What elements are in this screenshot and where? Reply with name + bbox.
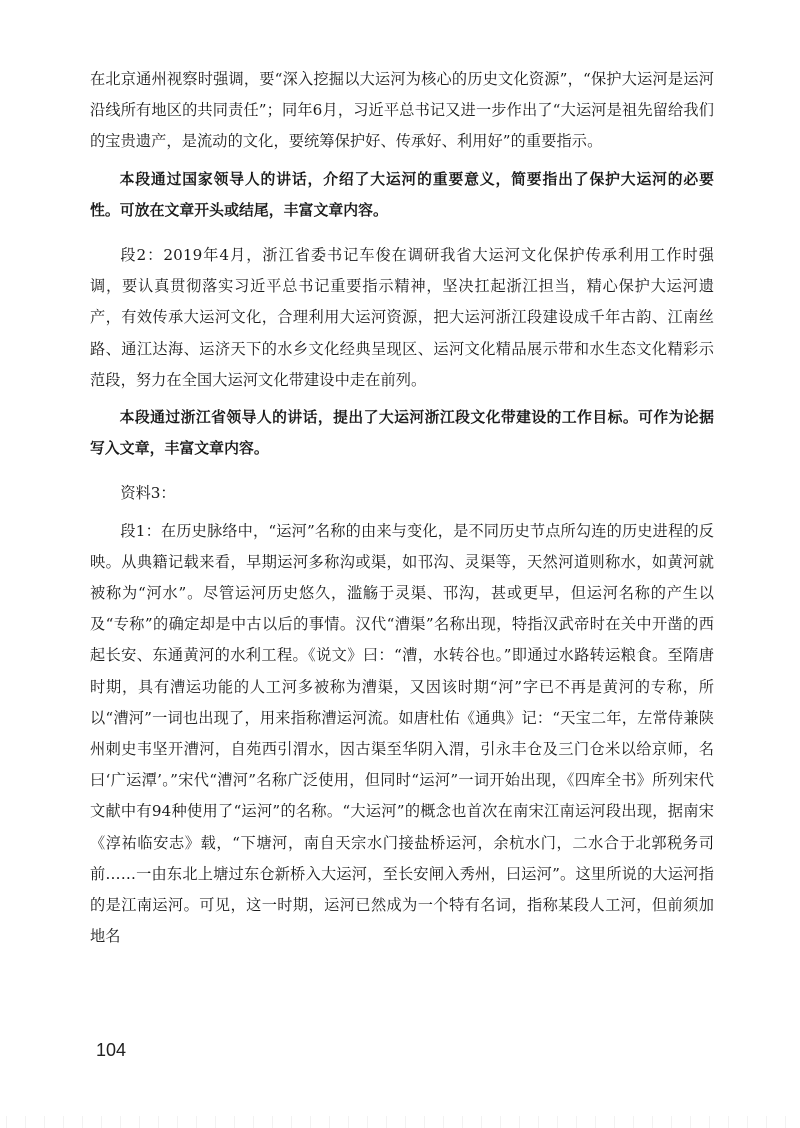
page-body — [90, 64, 714, 952]
commentary-provincial: 本段通过浙江省领导人的讲话，提出了大运河浙江段文化带建设的工作目标。可作为论据写入文章，丰富文章内容。 — [90, 409, 714, 458]
page-number: 104 — [96, 1040, 127, 1060]
paragraph-leaders-quote: 在北京通州视察时强调，要“深入挖掘以大运河为核心的历史文化资源”，“保护大运河是运河沿线所有地区的共同责任”；同年6月，习近平总书记又进一步作出了“大运河是祖先留给我们的宝贵遗产，是流动的文化，要统筹保护好、传承好、利用好”的重要指示。 — [90, 70, 714, 151]
scan-artifact — [0, 1116, 800, 1128]
paragraph-canal-history: 段1：在历史脉络中，“运河”名称的由来与变化，是不同历史节点所勾连的历史进程的反映。从典籍记载来看，早期运河多称沟或渠，如邗沟、灵渠等，天然河道则称水，如黄河就被称为“河水”。尽管运河历史悠久，滥觞于灵渠、邗沟，甚或更早，但运河名称的产生以及“专称”的确定却是中古以后的事情。汉代“漕渠”名称出现，特指汉武帝时在关中开凿的西起长安、东通黄河的水利工程。《说文》曰：“漕，水转谷也。”即通过水路转运粮食。至隋唐时期，具有漕运功能的人工河多被称为漕渠，又因该时期“河”字已不再是黄河的专称，所以“漕河”一词也出现了，用来指称漕运河流。如唐杜佑《通典》记：“天宝二年，左常侍兼陕州刺史韦坚开漕河，自苑西引渭水，因古渠至华阴入渭，引永丰仓及三门仓米以给京师，名曰‘广运潭’。”宋代“漕河”名称广泛使用，但同时“运河”一词开始出现，《四库全书》所列宋代文献中有94种使用了“运河”的名称。“大运河”的概念也首次在南宋江南运河段出现，据南宋《淳祐临安志》载，“下塘河，南自天宗水门接盐桥运河，余杭水门，二水合于北郭税务司前……一由东北上塘过东仓新桥入大运河，至长安闸入秀州，曰运河”。这里所说的大运河指的是江南运河。可见，这一时期，运河已然成为一个特有名词，指称某段人工河，但前须加地名 — [90, 521, 714, 946]
material-3-heading: 资料3： — [120, 484, 176, 503]
paragraph-segment-2: 段2：2019年4月，浙江省委书记车俊在调研我省大运河文化保护传承利用工作时强调，要认真贯彻落实习近平总书记重要指示精神，坚决扛起浙江担当，精心保护大运河遗产，有效传承大运河文化，合理利用大运河资源，把大运河浙江段建设成千年古韵、江南丝路、通江达海、运济天下的水乡文化经典呈现区、运河文化精品展示带和水生态文化精彩示范段，努力在全国大运河文化带建设中走在前列。 — [90, 246, 714, 389]
commentary-national: 本段通过国家领导人的讲话，介绍了大运河的重要意义，简要指出了保护大运河的必要性。可放在文章开头或结尾，丰富文章内容。 — [90, 170, 714, 219]
